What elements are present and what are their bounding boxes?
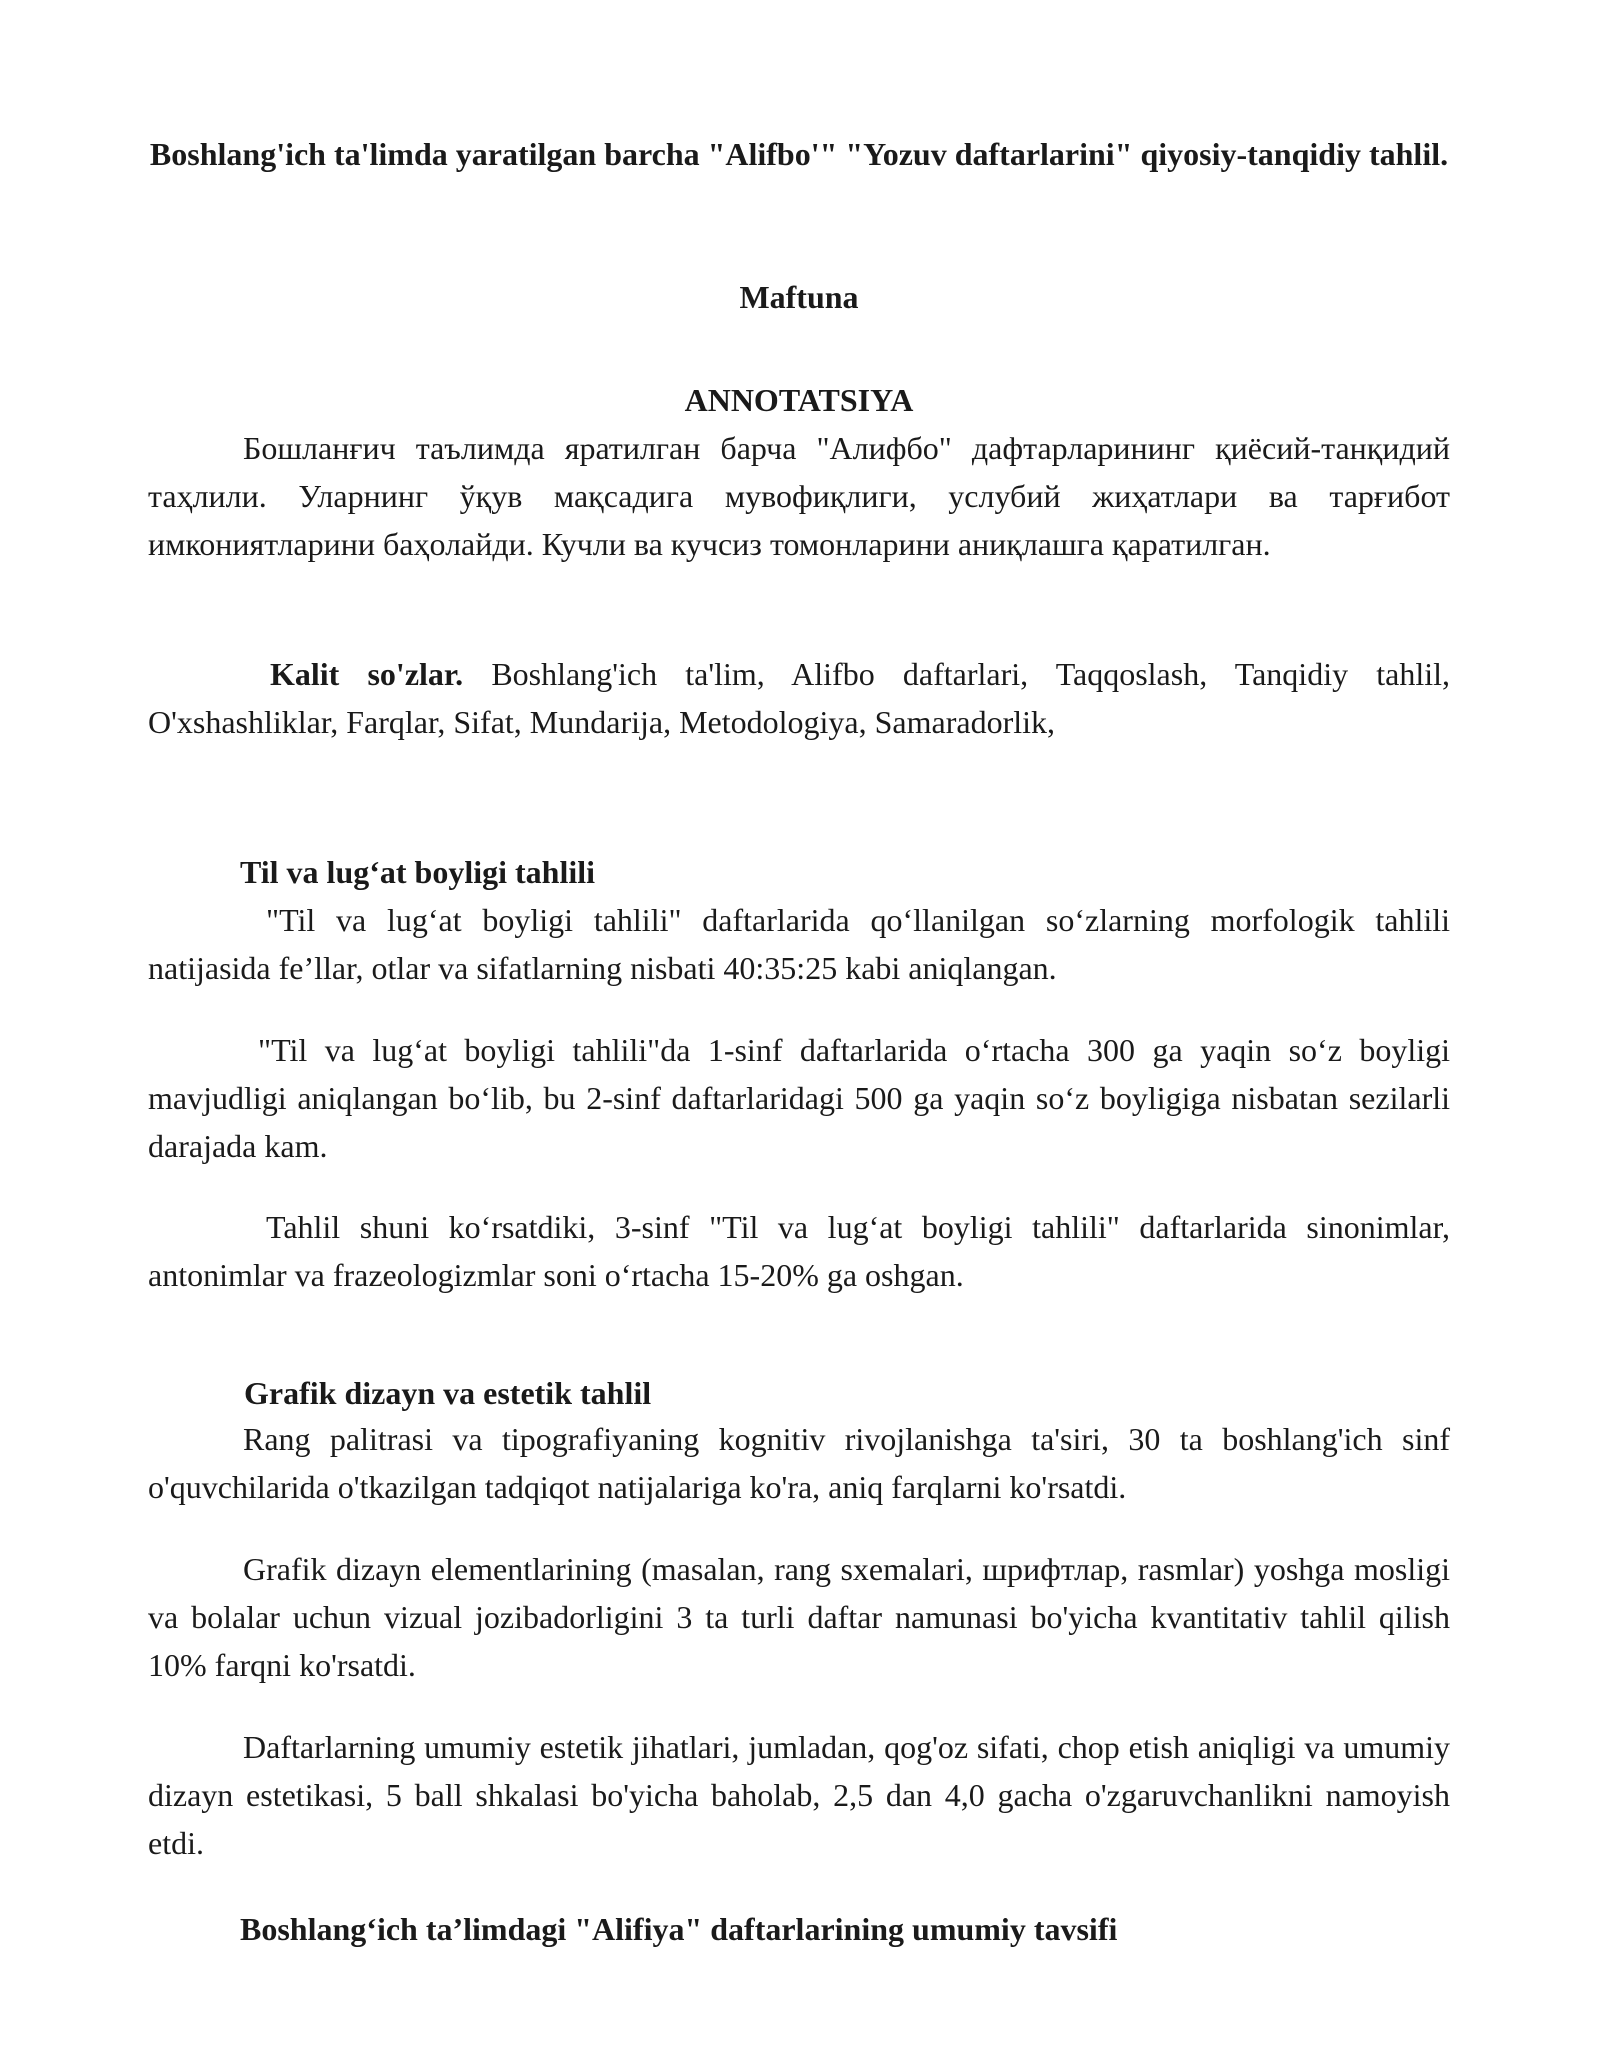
section-heading-general: Boshlang‘ich ta’limdagi "Alifiya" daftarlarining umumiy tavsifi [240, 1911, 1118, 1947]
author-name: Maftuna [739, 279, 859, 315]
section-heading-language: Til va lug‘at boyligi tahlili [240, 854, 596, 890]
keywords-list: Boshlang'ich ta'lim, Alifbo daftarlari, Taqqoslash, Tanqidiy tahlil, O'xshashliklar, Farqlar, Sifat, Mundarija, Metodologiya, Samaradorlik, [148, 656, 1451, 740]
section2-paragraph-3: Daftarlarning umumiy estetik jihatlari, jumladan, qog'oz sifati, chop etish aniqligi va umumiy dizayn estetikasi, 5 ball shkalasi bo'yicha baholab, 2,5 dan 4,0 gacha o'zgaruvchanlikni namoyish etdi. [148, 1729, 1450, 1861]
section2-paragraph-1: Rang palitrasi va tipografiyaning kognitiv rivojlanishga ta'siri, 30 ta boshlang'ich sinf o'quvchilarida o'tkazilgan tadqiqot natijalariga ko'ra, aniq farqlarni ko'rsatdi. [148, 1421, 1450, 1505]
keywords-label: Kalit so'zlar. [270, 656, 464, 692]
section1-paragraph-1: "Til va lug‘at boyligi tahlili" daftarlarida qo‘llanilgan so‘zlarning morfologik tahlili natijasida fe’llar, otlar va sifatlarning nisbati 40:35:25 kabi aniqlangan. [148, 902, 1450, 986]
section1-paragraph-2: "Til va lug‘at boyligi tahlili"da 1-sinf daftarlarida o‘rtacha 300 ga yaqin so‘z boyligi mavjudligi aniqlangan bo‘lib, bu 2-sinf daftarlaridagi 500 ga yaqin so‘z boyligiga nisbatan sezilarli darajada kam. [148, 1032, 1450, 1164]
annotation-heading: ANNOTATSIYA [684, 382, 914, 418]
annotation-paragraph: Бошланғич таълимда яратилган барча "Алифбо" дафтарларининг қиёсий-танқидий таҳлили. Уларнинг ўқув мақсадига мувофиқлиги, услубий жиҳатлари ва тарғибот имкониятларини баҳолайди. Кучли ва кучсиз томонларини аниқлашга қаратилган. [148, 430, 1450, 562]
section2-paragraph-2: Grafik dizayn elementlarining (masalan, rang sxemalari, шрифтлар, rasmlar) yoshga mosligi va bolalar uchun vizual jozibadorligini 3 ta turli daftar namunasi bo'yicha kvantitativ tahlil qilish 10% farqni ko'rsatdi. [148, 1551, 1450, 1683]
section1-paragraph-3: Tahlil shuni ko‘rsatdiki, 3-sinf "Til va lug‘at boyligi tahlili" daftarlarida sinonimlar, antonimlar va frazeologizmlar soni o‘rtacha 15-20% ga oshgan. [148, 1209, 1450, 1293]
document-title: Boshlang'ich ta'limda yaratilgan barcha "Alifbo'" "Yozuv daftarlarini" qiyosiy-tanqidiy tahlil. [149, 136, 1449, 172]
keywords-paragraph [148, 650, 1450, 746]
section-heading-design: Grafik dizayn va estetik tahlil [244, 1375, 652, 1411]
